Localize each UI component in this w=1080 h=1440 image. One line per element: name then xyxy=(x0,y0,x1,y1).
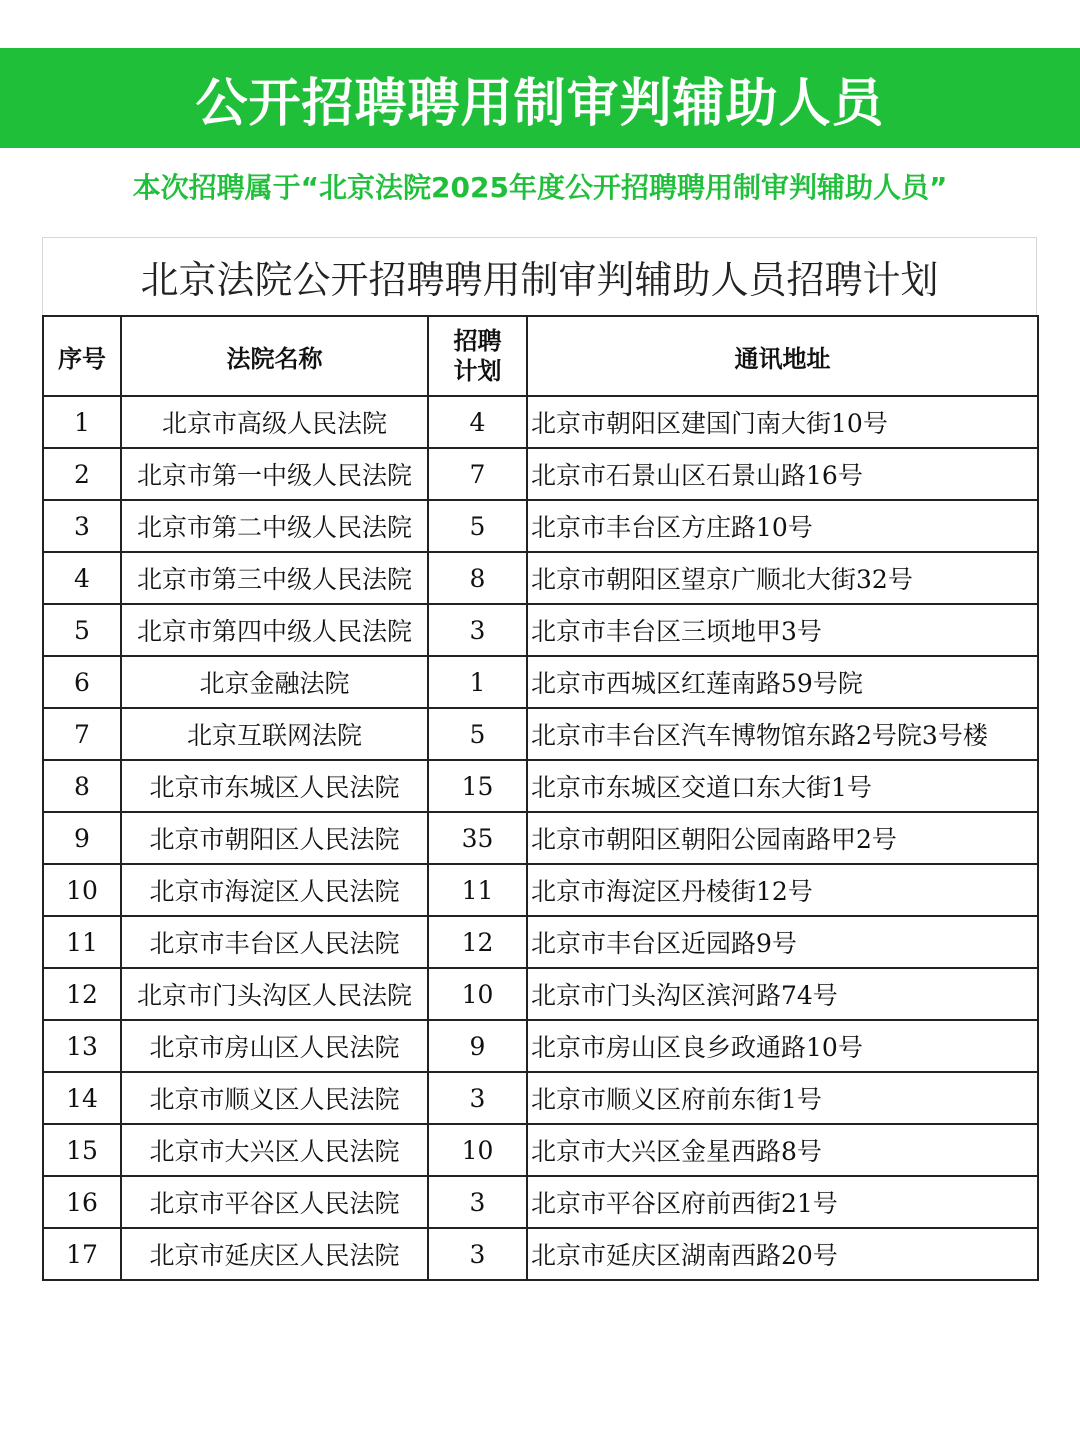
header-address: 通讯地址 xyxy=(527,316,1038,396)
cell-court-name: 北京金融法院 xyxy=(121,656,428,708)
table-row xyxy=(43,916,1038,968)
cell-plan: 10 xyxy=(428,1124,527,1176)
cell-address: 北京市丰台区三顷地甲3号 xyxy=(527,604,1038,656)
cell-plan: 9 xyxy=(428,1020,527,1072)
cell-court-name: 北京市大兴区人民法院 xyxy=(121,1124,428,1176)
table-body xyxy=(43,396,1038,1280)
recruitment-plan-sheet xyxy=(42,237,1037,1281)
cell-address: 北京市顺义区府前东街1号 xyxy=(527,1072,1038,1124)
cell-court-name: 北京市朝阳区人民法院 xyxy=(121,812,428,864)
cell-no: 10 xyxy=(43,864,121,916)
table-row xyxy=(43,864,1038,916)
cell-plan: 5 xyxy=(428,500,527,552)
table-row xyxy=(43,1072,1038,1124)
recruitment-plan-table xyxy=(42,315,1039,1281)
cell-address: 北京市朝阳区建国门南大街10号 xyxy=(527,396,1038,448)
cell-court-name: 北京市第一中级人民法院 xyxy=(121,448,428,500)
table-row xyxy=(43,1124,1038,1176)
cell-court-name: 北京市门头沟区人民法院 xyxy=(121,968,428,1020)
cell-no: 15 xyxy=(43,1124,121,1176)
cell-court-name: 北京市丰台区人民法院 xyxy=(121,916,428,968)
cell-address: 北京市丰台区近园路9号 xyxy=(527,916,1038,968)
cell-plan: 8 xyxy=(428,552,527,604)
cell-address: 北京市海淀区丹棱街12号 xyxy=(527,864,1038,916)
cell-address: 北京市房山区良乡政通路10号 xyxy=(527,1020,1038,1072)
cell-court-name: 北京市第二中级人民法院 xyxy=(121,500,428,552)
table-row xyxy=(43,760,1038,812)
page-subtitle: 本次招聘属于“北京法院2025年度公开招聘聘用制审判辅助人员” xyxy=(132,171,948,204)
cell-address: 北京市西城区红莲南路59号院 xyxy=(527,656,1038,708)
cell-plan: 7 xyxy=(428,448,527,500)
cell-plan: 1 xyxy=(428,656,527,708)
cell-court-name: 北京市平谷区人民法院 xyxy=(121,1176,428,1228)
cell-court-name: 北京市海淀区人民法院 xyxy=(121,864,428,916)
table-row xyxy=(43,552,1038,604)
cell-no: 2 xyxy=(43,448,121,500)
cell-no: 1 xyxy=(43,396,121,448)
cell-no: 8 xyxy=(43,760,121,812)
table-row xyxy=(43,604,1038,656)
cell-address: 北京市丰台区方庄路10号 xyxy=(527,500,1038,552)
cell-plan: 35 xyxy=(428,812,527,864)
table-row xyxy=(43,968,1038,1020)
cell-no: 9 xyxy=(43,812,121,864)
header-court-name: 法院名称 xyxy=(121,316,428,396)
table-row xyxy=(43,708,1038,760)
table-row xyxy=(43,448,1038,500)
cell-plan: 3 xyxy=(428,604,527,656)
cell-address: 北京市东城区交道口东大街1号 xyxy=(527,760,1038,812)
header-plan xyxy=(428,316,527,396)
header-no: 序号 xyxy=(43,316,121,396)
cell-plan: 3 xyxy=(428,1228,527,1280)
cell-plan: 15 xyxy=(428,760,527,812)
cell-court-name: 北京市东城区人民法院 xyxy=(121,760,428,812)
cell-no: 17 xyxy=(43,1228,121,1280)
cell-court-name: 北京市第四中级人民法院 xyxy=(121,604,428,656)
cell-plan: 11 xyxy=(428,864,527,916)
table-row xyxy=(43,812,1038,864)
table-row xyxy=(43,1228,1038,1280)
table-header-row xyxy=(43,316,1038,396)
cell-no: 3 xyxy=(43,500,121,552)
cell-court-name: 北京市顺义区人民法院 xyxy=(121,1072,428,1124)
cell-address: 北京市延庆区湖南西路20号 xyxy=(527,1228,1038,1280)
cell-plan: 5 xyxy=(428,708,527,760)
cell-court-name: 北京市房山区人民法院 xyxy=(121,1020,428,1072)
cell-address: 北京市朝阳区望京广顺北大街32号 xyxy=(527,552,1038,604)
table-row xyxy=(43,500,1038,552)
cell-plan: 12 xyxy=(428,916,527,968)
cell-court-name: 北京市延庆区人民法院 xyxy=(121,1228,428,1280)
cell-address: 北京市平谷区府前西街21号 xyxy=(527,1176,1038,1228)
cell-no: 12 xyxy=(43,968,121,1020)
cell-no: 16 xyxy=(43,1176,121,1228)
cell-no: 6 xyxy=(43,656,121,708)
table-row xyxy=(43,656,1038,708)
cell-no: 14 xyxy=(43,1072,121,1124)
table-row xyxy=(43,396,1038,448)
table-title: 北京法院公开招聘聘用制审判辅助人员招聘计划 xyxy=(42,237,1037,315)
header-plan-line1: 招聘 xyxy=(453,327,502,355)
cell-plan: 4 xyxy=(428,396,527,448)
cell-no: 13 xyxy=(43,1020,121,1072)
cell-court-name: 北京市第三中级人民法院 xyxy=(121,552,428,604)
table-row xyxy=(43,1176,1038,1228)
cell-address: 北京市石景山区石景山路16号 xyxy=(527,448,1038,500)
cell-court-name: 北京互联网法院 xyxy=(121,708,428,760)
cell-address: 北京市朝阳区朝阳公园南路甲2号 xyxy=(527,812,1038,864)
cell-no: 11 xyxy=(43,916,121,968)
header-banner xyxy=(0,48,1080,148)
cell-no: 5 xyxy=(43,604,121,656)
cell-address: 北京市丰台区汽车博物馆东路2号院3号楼 xyxy=(527,708,1038,760)
cell-no: 4 xyxy=(43,552,121,604)
page-title: 公开招聘聘用制审判辅助人员 xyxy=(195,73,885,134)
table-row xyxy=(43,1020,1038,1072)
cell-plan: 10 xyxy=(428,968,527,1020)
cell-plan: 3 xyxy=(428,1176,527,1228)
header-plan-line2: 计划 xyxy=(453,357,502,385)
cell-plan: 3 xyxy=(428,1072,527,1124)
cell-address: 北京市大兴区金星西路8号 xyxy=(527,1124,1038,1176)
cell-address: 北京市门头沟区滨河路74号 xyxy=(527,968,1038,1020)
cell-court-name: 北京市高级人民法院 xyxy=(121,396,428,448)
cell-no: 7 xyxy=(43,708,121,760)
